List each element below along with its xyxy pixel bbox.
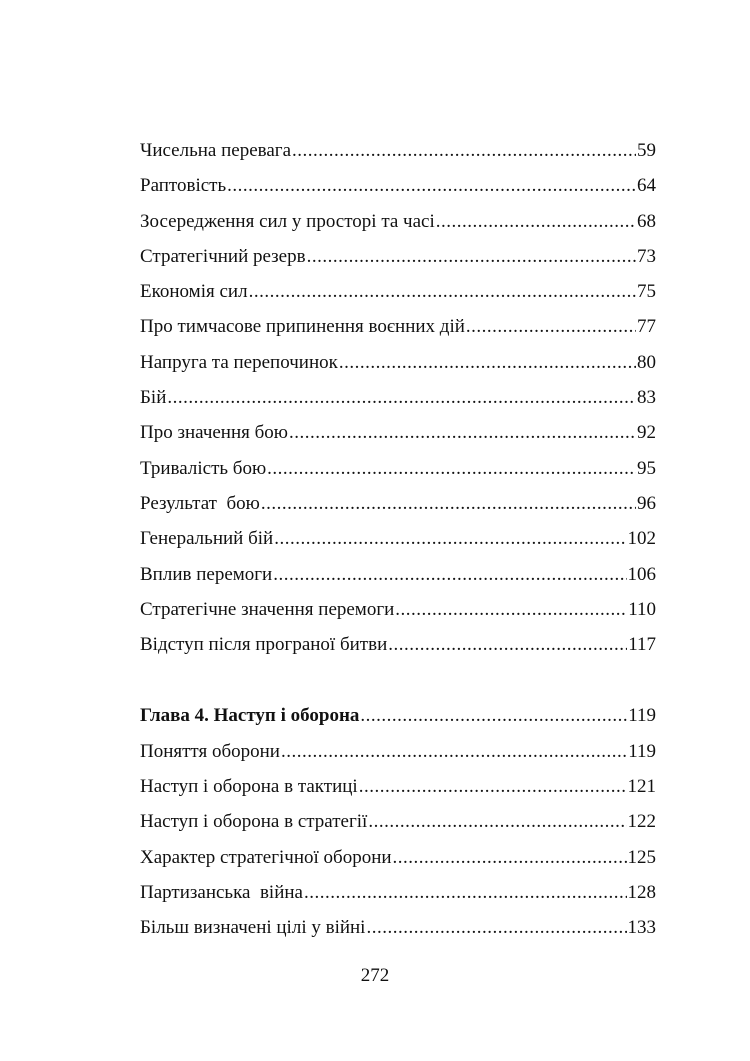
toc-entry-page: 128 [627, 881, 656, 903]
toc-entry[interactable] [140, 627, 656, 662]
toc-entry-page: 77 [637, 316, 656, 338]
toc-entry-title: Більш визначені цілі у війні [140, 917, 366, 939]
toc-entry-page: 64 [637, 175, 656, 197]
dot-leader [273, 557, 626, 592]
toc-entry[interactable] [140, 557, 656, 592]
dot-leader [393, 840, 627, 875]
toc-entry-page: 95 [637, 457, 656, 479]
dot-leader [339, 345, 636, 380]
toc-chapter-title: Глава 4. Наступ і оборона [140, 705, 360, 727]
dot-leader [307, 239, 636, 274]
toc-entry[interactable] [140, 345, 656, 380]
toc-entry[interactable] [140, 769, 656, 804]
toc-chapter-heading[interactable] [140, 698, 656, 733]
toc-entry[interactable] [140, 451, 656, 486]
page-number: 272 [360, 965, 390, 986]
toc-entry[interactable] [140, 133, 656, 168]
toc-chapter-page: 119 [628, 705, 656, 727]
toc-entry-title: Про значення бою [140, 422, 288, 444]
toc-entry-title: Генеральний бій [140, 528, 274, 550]
toc-entry-title: Бій [140, 387, 167, 409]
dot-leader [227, 168, 636, 203]
toc-entry-title: Партизанська війна [140, 881, 303, 903]
toc-entry[interactable] [140, 840, 656, 875]
toc-entry-page: 75 [637, 281, 656, 303]
toc-entry[interactable] [140, 592, 656, 627]
toc-entry-page: 117 [628, 634, 656, 656]
toc-entry[interactable] [140, 309, 656, 344]
dot-leader [359, 769, 627, 804]
toc-entry-title: Результат бою [140, 492, 260, 514]
dot-leader [360, 698, 627, 733]
toc-entry[interactable] [140, 274, 656, 309]
dot-leader [292, 133, 636, 168]
toc-entry[interactable] [140, 415, 656, 450]
toc-entry-title: Вплив перемоги [140, 563, 273, 585]
toc-entry-page: 73 [637, 245, 656, 267]
dot-leader [466, 309, 636, 344]
toc-entry-title: Чисельна перевага [140, 140, 292, 161]
dot-leader [436, 204, 636, 239]
toc-entry-page: 106 [627, 563, 656, 585]
toc-entry-title: Поняття оборони [140, 740, 280, 762]
toc-entry[interactable] [140, 204, 656, 239]
dot-leader [395, 592, 627, 627]
toc-entry-page: 102 [627, 528, 656, 550]
toc-entry-page: 121 [627, 776, 656, 798]
toc-entry[interactable] [140, 734, 656, 769]
toc-entry-title: Характер стратегічної оборони [140, 846, 392, 868]
toc-entry-page: 125 [627, 846, 656, 868]
toc-entry-page: 122 [627, 811, 656, 833]
toc-entry[interactable] [140, 380, 656, 415]
toc-entry-page: 83 [637, 387, 656, 409]
dot-leader [289, 415, 636, 450]
toc-entry-page: 80 [637, 351, 656, 373]
toc-entry-title: Тривалість бою [140, 457, 267, 479]
dot-leader [366, 910, 626, 945]
toc-entry[interactable] [140, 875, 656, 910]
toc-entry-title: Стратегічне значення перемоги [140, 598, 395, 620]
toc-entry-title: Відступ після програної битви [140, 634, 388, 656]
dot-leader [368, 804, 626, 839]
dot-leader [249, 274, 636, 309]
dot-leader [304, 875, 627, 910]
dot-leader [261, 486, 636, 521]
dot-leader [167, 380, 636, 415]
dot-leader [274, 521, 626, 556]
toc-entry-page: 92 [637, 422, 656, 444]
dot-leader [267, 451, 636, 486]
toc-entry-page: 133 [627, 917, 656, 939]
toc-entry-title: Наступ і оборона в тактиці [140, 776, 358, 798]
table-of-contents [140, 133, 656, 946]
toc-entry-page: 59 [637, 140, 656, 161]
toc-entry[interactable] [140, 521, 656, 556]
toc-entry-title: Зосередження сил у просторі та часі [140, 210, 435, 232]
toc-entry[interactable] [140, 910, 656, 945]
toc-entry[interactable] [140, 804, 656, 839]
dot-leader [388, 627, 627, 662]
toc-entry[interactable] [140, 239, 656, 274]
dot-leader [281, 734, 627, 769]
toc-entry[interactable] [140, 486, 656, 521]
toc-entry-page: 96 [637, 492, 656, 514]
toc-entry-title: Стратегічний резерв [140, 245, 306, 267]
section-spacer [140, 662, 656, 698]
toc-entry-title: Про тимчасове припинення воєнних дій [140, 316, 465, 338]
toc-entry-title: Економія сил [140, 281, 248, 303]
toc-entry-page: 119 [628, 740, 656, 762]
toc-entry-page: 68 [637, 210, 656, 232]
toc-entry-page: 110 [628, 598, 656, 620]
toc-entry[interactable] [140, 168, 656, 203]
toc-entry-title: Напруга та перепочинок [140, 351, 338, 373]
toc-entry-title: Наступ і оборона в стратегії [140, 811, 368, 833]
toc-entry-title: Раптовість [140, 175, 227, 197]
